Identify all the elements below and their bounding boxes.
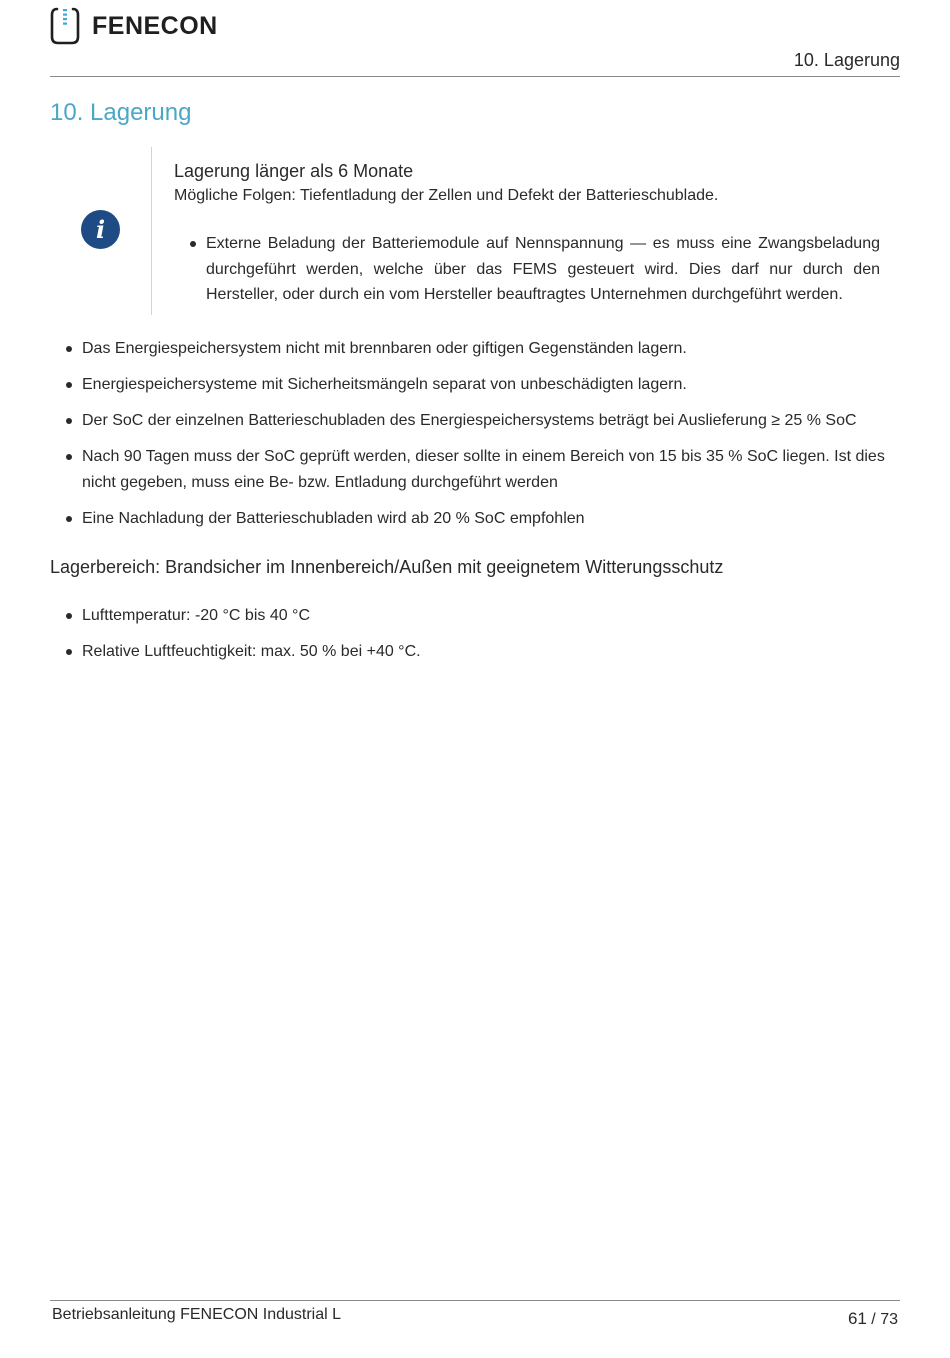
admonition-list [174,231,880,308]
storage-area-heading: Lagerbereich: Brandsicher im Innenbereich/Außen mit geeignetem Witterungsschutz [50,557,724,577]
storage-conditions-list [50,603,902,675]
list-item: Eine Nachladung der Batterieschubladen wird ab 20 % SoC empfohlen [50,506,902,532]
info-icon: i [81,210,120,249]
list-item: Nach 90 Tagen muss der SoC geprüft werden, dieser sollte in einem Bereich von 15 bis 35 % SoC liegen. Ist dies nicht gegeben, muss eine Be- bzw. Entladung durchgeführt werden [50,444,902,495]
list-item: Relative Luftfeuchtigkeit: max. 50 % bei +40 °C. [50,639,902,665]
admonition-list-item: Externe Beladung der Batteriemodule auf Nennspannung — es muss eine Zwangsbeladung durchgeführt werden, welche über das FEMS gesteuert wird. Dies darf nur durch den Hersteller, oder durch ein vom Hersteller beauftragtes Unternehmen durchgeführt werden. [174,231,880,308]
page-number [848,1309,898,1329]
page-title: 10. Lagerung [50,99,192,126]
admonition-icon-cell [50,147,152,315]
fenecon-logo [50,6,218,46]
fenecon-logo-icon [50,7,80,45]
page-current: 61 [847,1309,867,1328]
info-admonition [50,147,880,315]
admonition-body [174,159,880,308]
footer-divider [50,1300,900,1301]
page-separator: / [866,1311,881,1328]
list-item: Der SoC der einzelnen Batterieschubladen des Energiespeichersystems beträgt bei Auslieferung ≥ 25 % SoC [50,408,902,434]
brand-name: FENECON [92,11,218,40]
list-item: Energiespeichersysteme mit Sicherheitsmängeln separat von unbeschädigten lagern. [50,372,902,398]
header-chapter-title: 10. Lagerung [793,50,900,70]
list-item: Das Energiespeichersystem nicht mit brennbaren oder giftigen Gegenständen lagern. [50,336,902,362]
page-total: 73 [880,1311,898,1328]
footer-document-title: Betriebsanleitung FENECON Industrial L [52,1306,342,1323]
list-item: Lufttemperatur: -20 °C bis 40 °C [50,603,902,629]
header-divider [50,76,900,77]
admonition-subtitle: Mögliche Folgen: Tiefentladung der Zellen und Defekt der Batterieschublade. [174,187,719,204]
admonition-title: Lagerung länger als 6 Monate [174,161,414,181]
storage-rules-list [50,336,902,542]
